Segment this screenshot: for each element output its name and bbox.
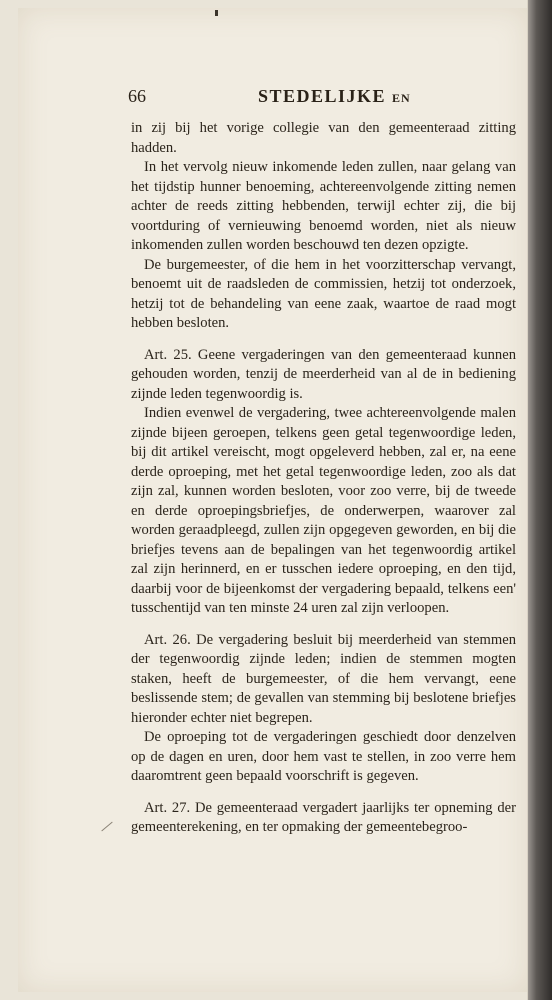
paragraph: De burgemeester, of die hem in het voorzitterschap vervangt, benoemt uit de raadsleden de commissien, hetzij tot onderzoek, hetzij tot de behandeling van eene zaak, waartoe de raad mogt hebben besloten. xyxy=(131,256,516,331)
running-title xyxy=(258,86,411,107)
article-25-paragraph: Art. 25. Geene vergaderingen van den gemeenteraad kunnen gehouden worden, tenzij de meerderheid van al de in bediening zijnde leden tegenwoordig is. xyxy=(131,346,516,402)
article-26-paragraph: Art. 26. De vergadering besluit bij meerderheid van stemmen der tegenwoordig zijnde leden; indien de stemmen mogten staken, heeft de burgemeester, of die hem vervangt, eene beslissende stem; de gevallen van stemming bij beslotene briefjes hieronder echter niet begrepen. xyxy=(131,631,516,726)
article-27-paragraph: Art. 27. De gemeenteraad vergadert jaarlijks ter opneming der gemeenterekening, en ter opmaking der gemeentebegroo- xyxy=(131,799,516,835)
running-title-suffix: EN xyxy=(392,91,411,105)
paragraph: in zij bij het vorige collegie van den gemeenteraad zitting hadden. xyxy=(131,120,516,156)
ink-mark xyxy=(215,10,218,16)
paragraph: Indien evenwel de vergadering, twee achtereenvolgende malen zijnde bijeen geroepen, telkens geen getal tegenwoordige leden, bij dit artikel vereischt, mogt opgeleverd hebben, zal er, na eene derde oproeping, met het getal tegenwoordige leden, zoo als dat zijn zal, kunnen worden besloten, voor zoo verre, bij de tweede en derde oproepingsbriefjes, de onderwerpen, waarover zal worden geraadpleegd, zullen zijn opgegeven geworden, en bij die briefjes tevens aan de bepalingen van het tegenwoordig artikel zal zijn herinnerd, en er tusschen iedere oproeping, en den tijd, daarbij voor de bijeenkomst der vergadering bepaald, telkens een' tusschentijd van ten minste 24 uren zal zijn verloopen. xyxy=(131,405,516,616)
paragraph: In het vervolg nieuw inkomende leden zullen, naar gelang van het tijdstip hunner benoeming, achtereenvolgende zitting nemen achter de reeds zitting hebbenden, terwijl echter zij, die bij voortduring of vernieuwing benoemd worden, niet als nieuw inkomenden zullen worden beschouwd ten dezen opzigte. xyxy=(131,159,516,253)
running-title-main: STEDELIJKE xyxy=(258,86,387,106)
running-head xyxy=(128,86,508,108)
page-number: 66 xyxy=(128,86,146,106)
paragraph: De oproeping tot de vergaderingen geschiedt door denzelven op de dagen en uren, door hem vast te stellen, in zoo verre hem daaromtrent geen bepaald voorschrift is gegeven. xyxy=(131,729,516,784)
book-spine xyxy=(528,0,552,1000)
body-text xyxy=(131,119,516,838)
